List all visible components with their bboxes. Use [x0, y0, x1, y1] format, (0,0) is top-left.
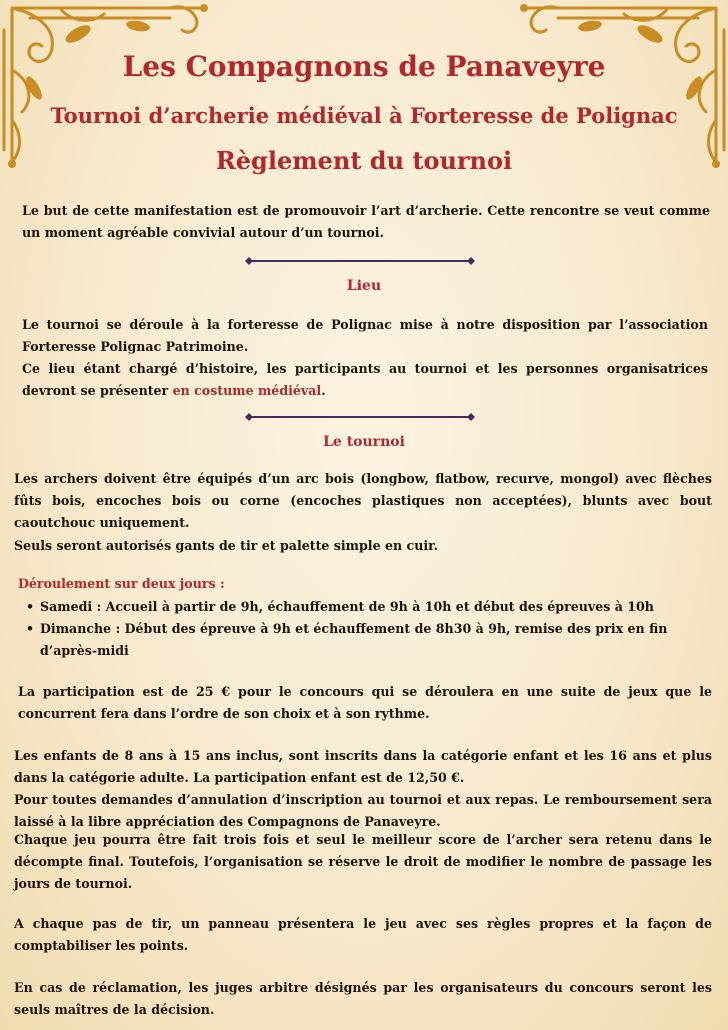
gloves-paragraph: Seuls seront autorisés gants de tir et palette simple en cuir. — [14, 538, 439, 553]
rules-heading: Règlement du tournoi — [215, 146, 513, 175]
lieu-paragraph-2 — [22, 358, 708, 402]
section-divider — [244, 412, 476, 422]
costume-highlight: en costume médiéval — [172, 383, 322, 398]
page-title: Les Compagnons de Panaveyre — [122, 50, 606, 83]
lieu-paragraph-1: Le tournoi se déroule à la forteresse de Polignac mise à notre disposition par l’association Forteresse Polignac Patrimoine. — [22, 317, 708, 354]
jeux-paragraph: Chaque jeu pourra être fait trois fois et seul le meilleur score de l’archer sera retenu dans le décompte final. Toutefois, l’organisation se réserve le droit de modifier le nombre de passage les jours de tournoi. — [14, 832, 712, 891]
annulation-paragraph: Pour toutes demandes d’annulation d’inscription au tournoi et aux repas. Le remboursement sera laissé à la libre appréciation des Compagnons de Panaveyre. — [14, 792, 712, 829]
enfants-paragraph: Les enfants de 8 ans à 15 ans inclus, sont inscrits dans la catégorie enfant et les 16 ans et plus dans la catégorie adulte. La participation enfant est de 12,50 €. — [14, 748, 712, 785]
section-title-lieu: Lieu — [346, 278, 382, 294]
days-list — [18, 596, 710, 662]
deroulement-label: Déroulement sur deux jours : — [18, 576, 225, 591]
reclamation-paragraph: En cas de réclamation, les juges arbitre désignés par les organisateurs du concours seront les seuls maîtres de la décision. — [14, 980, 712, 1017]
corner-ornament-left-icon — [0, 0, 210, 170]
page-subtitle: Tournoi d’archerie médiéval à Forteresse de Polignac — [50, 103, 678, 128]
corner-ornament-right-icon — [518, 0, 728, 170]
section-divider — [244, 256, 476, 266]
list-item-dimanche: • Dimanche : Début des épreuve à 9h et échauffement de 8h30 à 9h, remise des prix en fin d’après-midi — [18, 618, 710, 662]
intro-paragraph: Le but de cette manifestation est de promouvoir l’art d’archerie. Cette rencontre se veut comme un moment agréable convivial autour d’un tournoi. — [22, 203, 710, 240]
panneau-paragraph: A chaque pas de tir, un panneau présentera le jeu avec ses règles propres et la façon de comptabiliser les points. — [14, 916, 712, 953]
section-title-tournoi: Le tournoi — [323, 434, 405, 450]
lieu-text: Ce lieu étant chargé d’histoire, les participants au tournoi et les personnes organisatrices devront se présenter — [22, 361, 708, 398]
lieu-text-end: . — [321, 383, 326, 398]
list-item-samedi: • Samedi : Accueil à partir de 9h, échauffement de 9h à 10h et début des épreuves à 10h — [18, 596, 710, 618]
participation-paragraph: La participation est de 25 € pour le concours qui se déroulera en une suite de jeux que le concurrent fera dans l’ordre de son choix et à son rythme. — [18, 684, 712, 721]
equipment-paragraph: Les archers doivent être équipés d’un arc bois (longbow, flatbow, recurve, mongol) avec flèches fûts bois, encoches bois ou corne (encoches plastiques non acceptées), blunts avec bout caoutchouc uniquement. — [14, 471, 712, 530]
